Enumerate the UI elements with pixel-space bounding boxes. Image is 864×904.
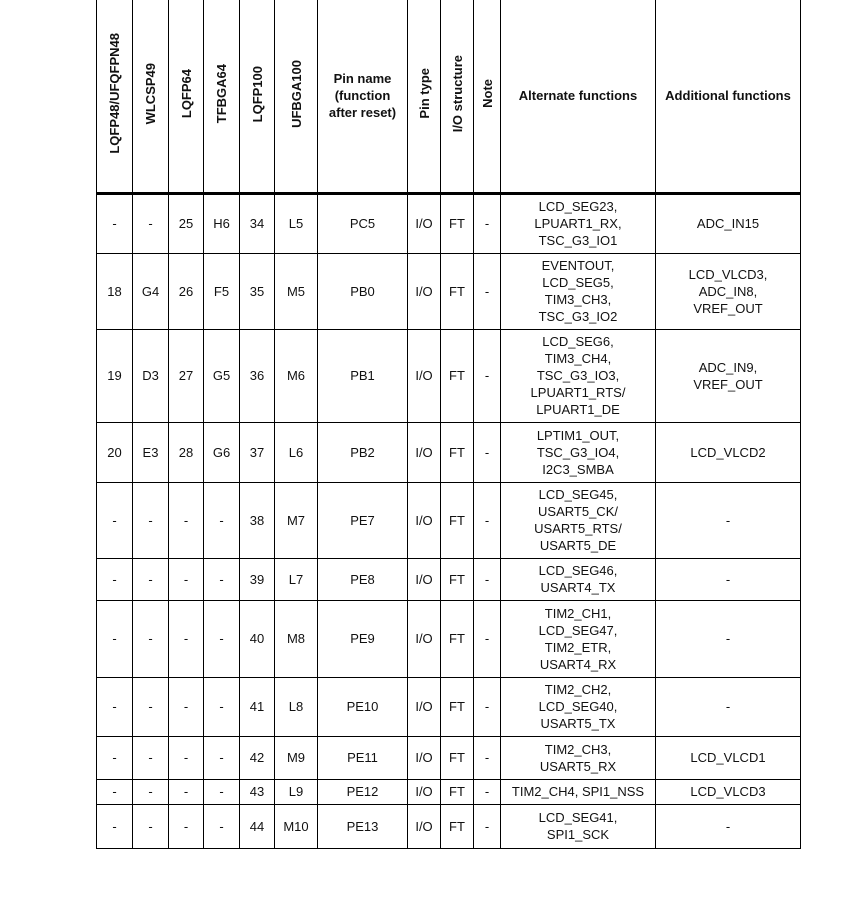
- cell-ufbga100: L6: [275, 422, 318, 482]
- cell-tfbga64: -: [204, 779, 240, 804]
- table-row: [97, 482, 801, 558]
- cell-tfbga64: -: [204, 736, 240, 779]
- cell-lqfp64: -: [169, 736, 204, 779]
- cell-pin-name: PE8: [318, 558, 408, 600]
- cell-ufbga100: M8: [275, 600, 318, 677]
- cell-lqfp100: 42: [240, 736, 275, 779]
- cell-note: -: [474, 482, 501, 558]
- cell-wlcsp49: -: [133, 558, 169, 600]
- cell-pin-name: PE12: [318, 779, 408, 804]
- cell-note: -: [474, 193, 501, 253]
- cell-lqfp48: -: [97, 736, 133, 779]
- cell-lqfp64: -: [169, 677, 204, 736]
- cell-additional-functions: -: [656, 804, 801, 848]
- cell-pin-type: I/O: [408, 422, 441, 482]
- col-header-additional-functions: Additional functions: [656, 0, 801, 193]
- table-row: [97, 677, 801, 736]
- cell-pin-type: I/O: [408, 329, 441, 422]
- col-header-ufbga100: UFBGA100: [275, 0, 318, 193]
- cell-ufbga100: M7: [275, 482, 318, 558]
- cell-io-structure: FT: [441, 558, 474, 600]
- cell-alternate-functions: TIM2_CH2, LCD_SEG40, USART5_TX: [501, 677, 656, 736]
- cell-ufbga100: M9: [275, 736, 318, 779]
- cell-pin-type: I/O: [408, 804, 441, 848]
- cell-lqfp64: 26: [169, 253, 204, 329]
- cell-tfbga64: -: [204, 804, 240, 848]
- table-row: [97, 329, 801, 422]
- cell-lqfp48: -: [97, 600, 133, 677]
- cell-wlcsp49: E3: [133, 422, 169, 482]
- cell-alternate-functions: LPTIM1_OUT, TSC_G3_IO4, I2C3_SMBA: [501, 422, 656, 482]
- table-row: [97, 736, 801, 779]
- cell-tfbga64: G5: [204, 329, 240, 422]
- cell-tfbga64: -: [204, 482, 240, 558]
- cell-lqfp48: -: [97, 677, 133, 736]
- cell-lqfp48: -: [97, 482, 133, 558]
- cell-pin-type: I/O: [408, 600, 441, 677]
- cell-lqfp48: -: [97, 558, 133, 600]
- col-header-wlcsp49: WLCSP49: [133, 0, 169, 193]
- cell-lqfp48: -: [97, 779, 133, 804]
- cell-additional-functions: -: [656, 677, 801, 736]
- cell-lqfp48: 19: [97, 329, 133, 422]
- cell-io-structure: FT: [441, 422, 474, 482]
- col-header-io-structure: I/O structure: [441, 0, 474, 193]
- cell-tfbga64: H6: [204, 193, 240, 253]
- cell-io-structure: FT: [441, 193, 474, 253]
- cell-lqfp100: 38: [240, 482, 275, 558]
- cell-lqfp64: -: [169, 558, 204, 600]
- cell-ufbga100: M6: [275, 329, 318, 422]
- cell-alternate-functions: TIM2_CH4, SPI1_NSS: [501, 779, 656, 804]
- cell-alternate-functions: TIM2_CH3, USART5_RX: [501, 736, 656, 779]
- cell-pin-type: I/O: [408, 677, 441, 736]
- col-header-tfbga64: TFBGA64: [204, 0, 240, 193]
- cell-ufbga100: L7: [275, 558, 318, 600]
- cell-lqfp64: 27: [169, 329, 204, 422]
- cell-ufbga100: M10: [275, 804, 318, 848]
- cell-io-structure: FT: [441, 329, 474, 422]
- cell-lqfp100: 34: [240, 193, 275, 253]
- table-row: [97, 253, 801, 329]
- cell-lqfp100: 36: [240, 329, 275, 422]
- cell-wlcsp49: -: [133, 779, 169, 804]
- cell-note: -: [474, 558, 501, 600]
- cell-additional-functions: LCD_VLCD3: [656, 779, 801, 804]
- cell-additional-functions: -: [656, 482, 801, 558]
- cell-pin-type: I/O: [408, 736, 441, 779]
- cell-tfbga64: G6: [204, 422, 240, 482]
- cell-note: -: [474, 677, 501, 736]
- cell-wlcsp49: -: [133, 482, 169, 558]
- cell-pin-type: I/O: [408, 482, 441, 558]
- cell-alternate-functions: TIM2_CH1, LCD_SEG47, TIM2_ETR, USART4_RX: [501, 600, 656, 677]
- col-header-pin-name: Pin name (function after reset): [318, 0, 408, 193]
- cell-tfbga64: F5: [204, 253, 240, 329]
- cell-lqfp48: 20: [97, 422, 133, 482]
- cell-lqfp100: 43: [240, 779, 275, 804]
- cell-pin-name: PE11: [318, 736, 408, 779]
- cell-additional-functions: -: [656, 600, 801, 677]
- cell-io-structure: FT: [441, 779, 474, 804]
- cell-io-structure: FT: [441, 736, 474, 779]
- cell-lqfp100: 35: [240, 253, 275, 329]
- table-row: [97, 558, 801, 600]
- cell-io-structure: FT: [441, 804, 474, 848]
- cell-ufbga100: L5: [275, 193, 318, 253]
- cell-pin-name: PE7: [318, 482, 408, 558]
- cell-wlcsp49: -: [133, 193, 169, 253]
- cell-io-structure: FT: [441, 677, 474, 736]
- col-header-lqfp48: LQFP48/UFQFPN48: [97, 0, 133, 193]
- cell-alternate-functions: LCD_SEG41, SPI1_SCK: [501, 804, 656, 848]
- cell-additional-functions: ADC_IN9, VREF_OUT: [656, 329, 801, 422]
- cell-additional-functions: ADC_IN15: [656, 193, 801, 253]
- cell-lqfp64: 28: [169, 422, 204, 482]
- cell-alternate-functions: LCD_SEG6, TIM3_CH4, TSC_G3_IO3, LPUART1_RTS/ LPUART1_DE: [501, 329, 656, 422]
- cell-note: -: [474, 600, 501, 677]
- table-row: [97, 779, 801, 804]
- cell-pin-name: PB0: [318, 253, 408, 329]
- cell-tfbga64: -: [204, 600, 240, 677]
- cell-ufbga100: L8: [275, 677, 318, 736]
- cell-lqfp48: 18: [97, 253, 133, 329]
- cell-lqfp100: 39: [240, 558, 275, 600]
- cell-lqfp48: -: [97, 193, 133, 253]
- cell-lqfp100: 40: [240, 600, 275, 677]
- cell-pin-type: I/O: [408, 193, 441, 253]
- col-header-alternate-functions: Alternate functions: [501, 0, 656, 193]
- cell-pin-name: PE10: [318, 677, 408, 736]
- table-row: [97, 804, 801, 848]
- cell-pin-name: PB1: [318, 329, 408, 422]
- cell-tfbga64: -: [204, 558, 240, 600]
- cell-lqfp64: 25: [169, 193, 204, 253]
- col-header-pin-type: Pin type: [408, 0, 441, 193]
- cell-note: -: [474, 329, 501, 422]
- cell-lqfp100: 44: [240, 804, 275, 848]
- cell-lqfp100: 41: [240, 677, 275, 736]
- cell-note: -: [474, 253, 501, 329]
- cell-note: -: [474, 804, 501, 848]
- cell-note: -: [474, 736, 501, 779]
- cell-additional-functions: -: [656, 558, 801, 600]
- cell-wlcsp49: -: [133, 736, 169, 779]
- cell-ufbga100: L9: [275, 779, 318, 804]
- cell-note: -: [474, 422, 501, 482]
- cell-wlcsp49: -: [133, 804, 169, 848]
- header-row: [97, 0, 801, 193]
- cell-pin-type: I/O: [408, 779, 441, 804]
- cell-io-structure: FT: [441, 600, 474, 677]
- cell-additional-functions: LCD_VLCD3, ADC_IN8, VREF_OUT: [656, 253, 801, 329]
- cell-wlcsp49: D3: [133, 329, 169, 422]
- cell-wlcsp49: -: [133, 600, 169, 677]
- cell-alternate-functions: LCD_SEG46, USART4_TX: [501, 558, 656, 600]
- cell-wlcsp49: -: [133, 677, 169, 736]
- cell-lqfp64: -: [169, 804, 204, 848]
- cell-pin-name: PB2: [318, 422, 408, 482]
- cell-additional-functions: LCD_VLCD2: [656, 422, 801, 482]
- cell-lqfp64: -: [169, 600, 204, 677]
- cell-alternate-functions: LCD_SEG23, LPUART1_RX, TSC_G3_IO1: [501, 193, 656, 253]
- cell-additional-functions: LCD_VLCD1: [656, 736, 801, 779]
- cell-pin-name: PC5: [318, 193, 408, 253]
- table-row: [97, 600, 801, 677]
- cell-lqfp64: -: [169, 482, 204, 558]
- cell-alternate-functions: LCD_SEG45, USART5_CK/ USART5_RTS/ USART5_DE: [501, 482, 656, 558]
- cell-io-structure: FT: [441, 253, 474, 329]
- cell-tfbga64: -: [204, 677, 240, 736]
- cell-io-structure: FT: [441, 482, 474, 558]
- cell-pin-type: I/O: [408, 558, 441, 600]
- cell-wlcsp49: G4: [133, 253, 169, 329]
- col-header-lqfp100: LQFP100: [240, 0, 275, 193]
- pin-definition-table: [96, 0, 801, 849]
- cell-lqfp48: -: [97, 804, 133, 848]
- col-header-lqfp64: LQFP64: [169, 0, 204, 193]
- table-row: [97, 422, 801, 482]
- col-header-note: Note: [474, 0, 501, 193]
- table-row: [97, 193, 801, 253]
- cell-lqfp64: -: [169, 779, 204, 804]
- cell-note: -: [474, 779, 501, 804]
- cell-alternate-functions: EVENTOUT, LCD_SEG5, TIM3_CH3, TSC_G3_IO2: [501, 253, 656, 329]
- cell-lqfp100: 37: [240, 422, 275, 482]
- cell-ufbga100: M5: [275, 253, 318, 329]
- cell-pin-name: PE13: [318, 804, 408, 848]
- cell-pin-name: PE9: [318, 600, 408, 677]
- cell-pin-type: I/O: [408, 253, 441, 329]
